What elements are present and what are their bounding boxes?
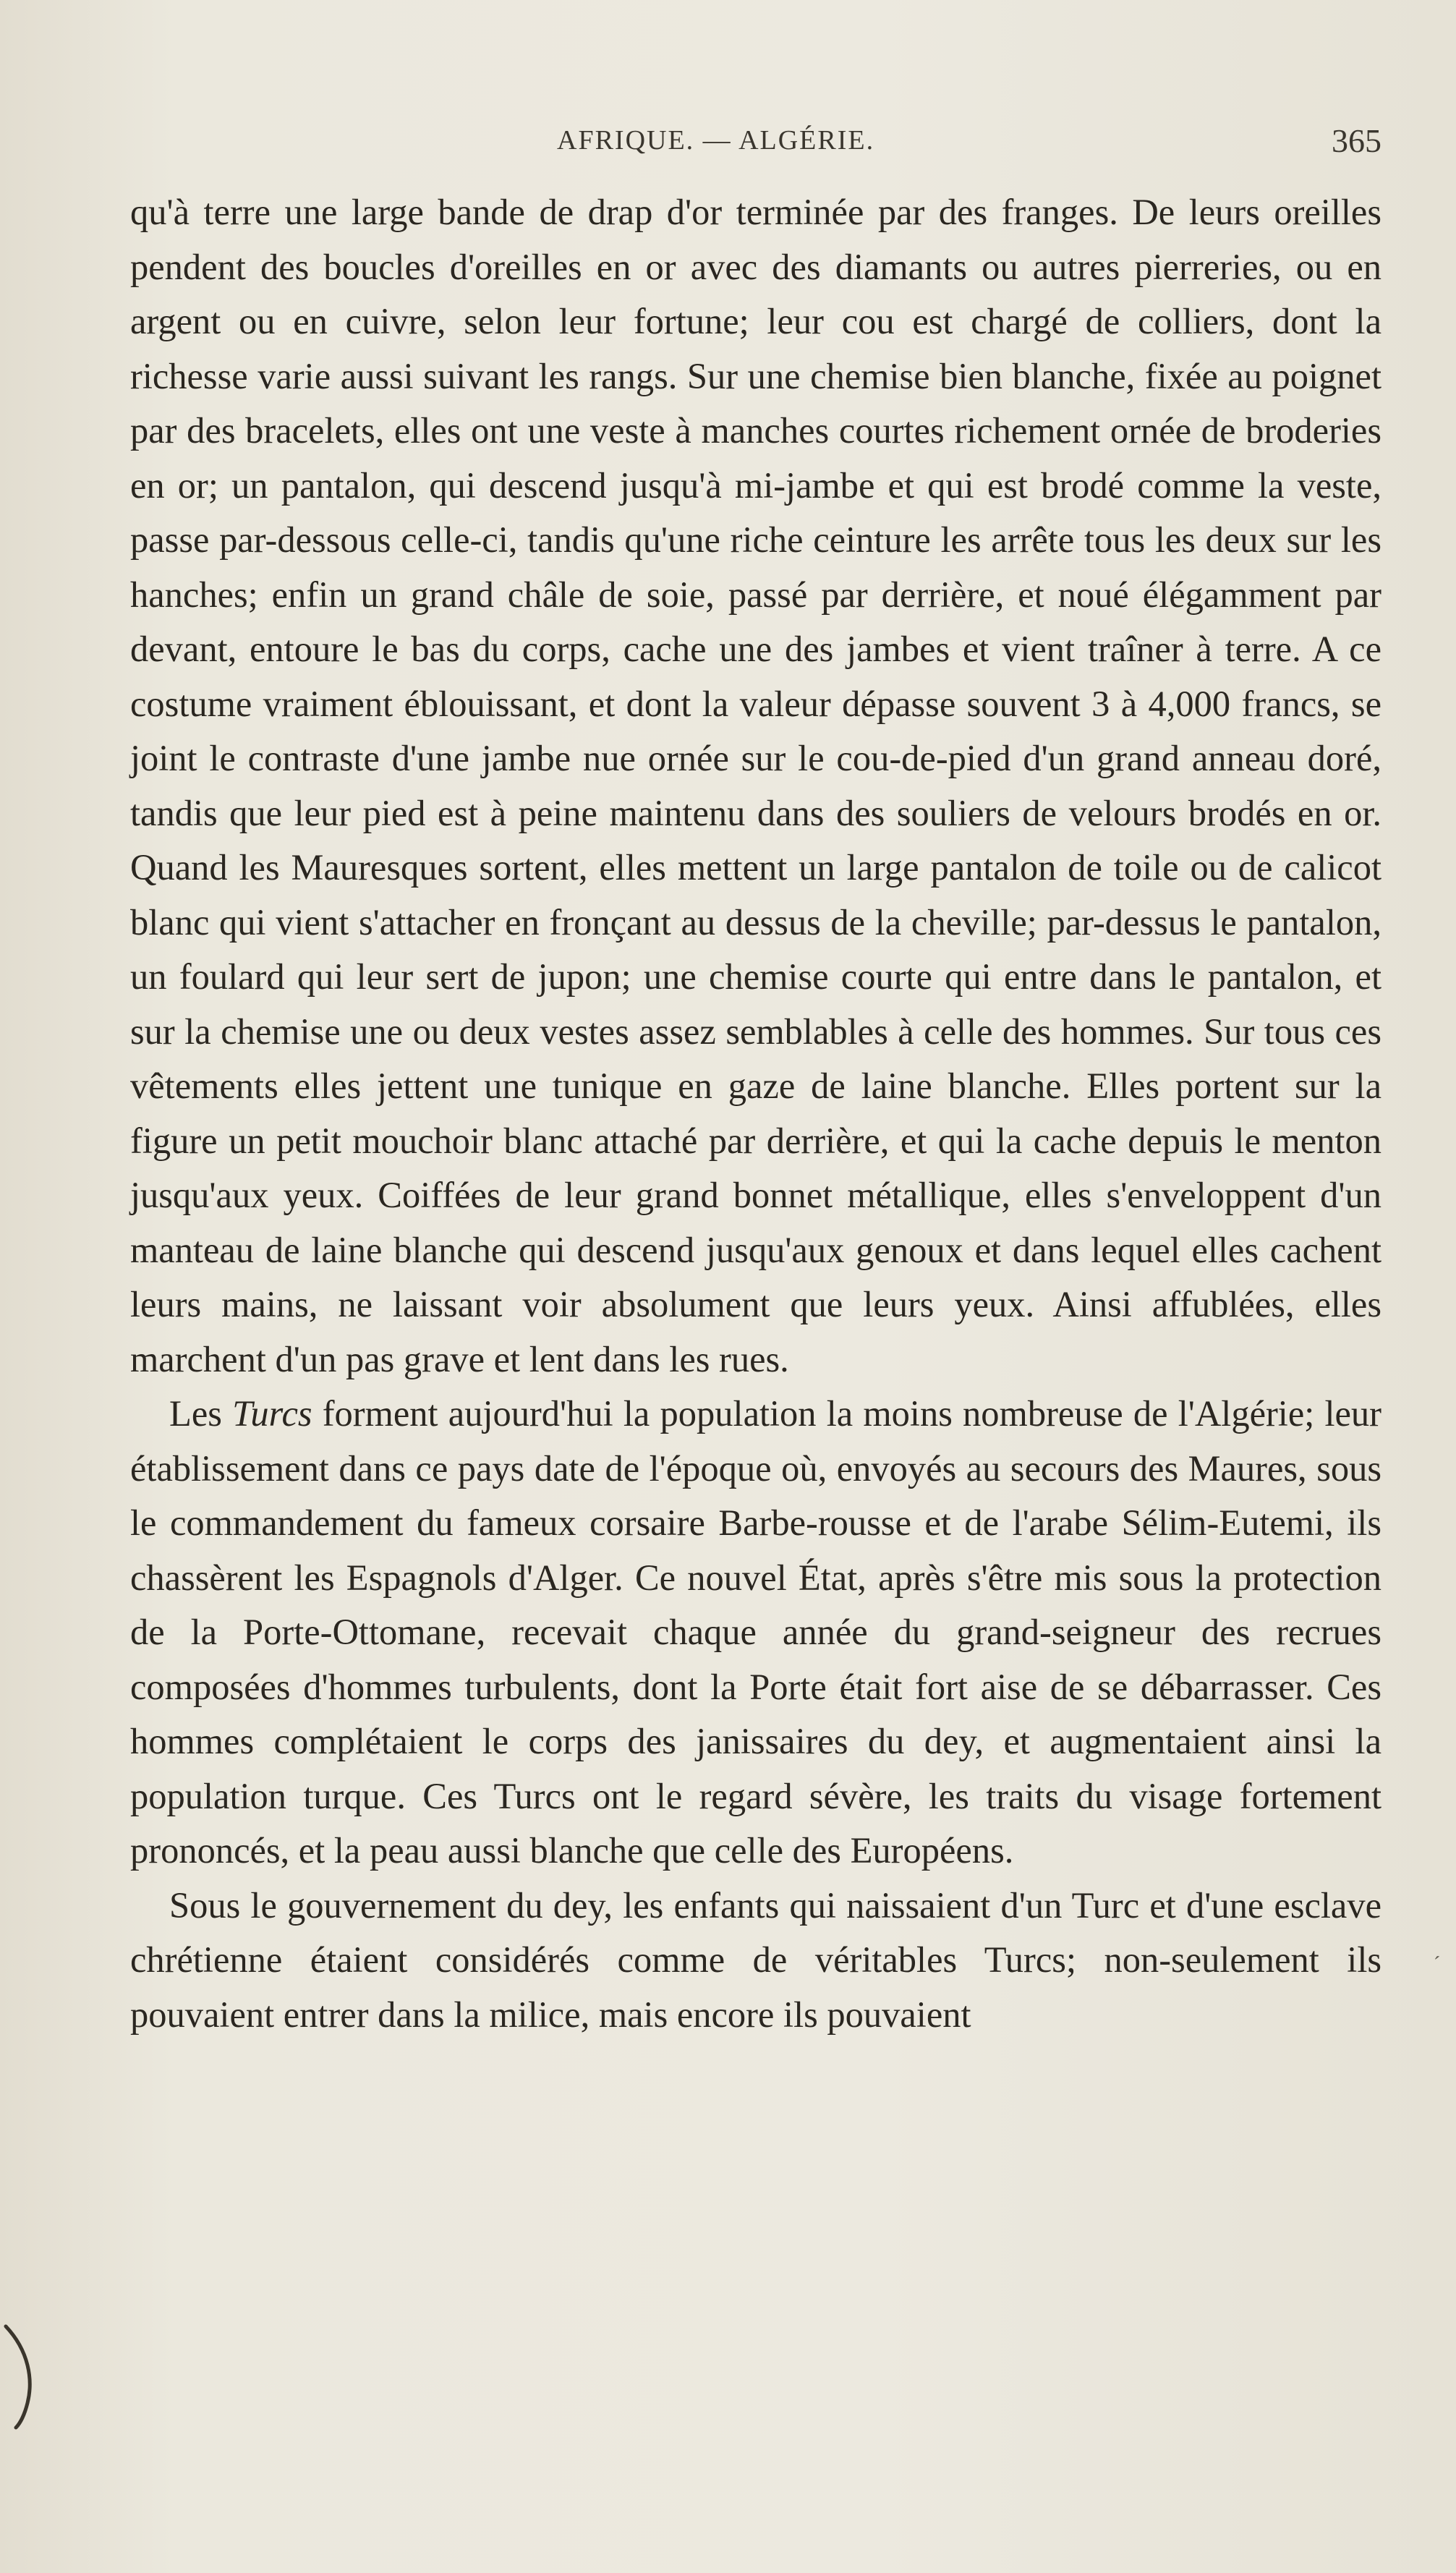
running-title: AFRIQUE. — ALGÉRIE. [557,125,875,156]
paragraph-2 [130,1387,1382,1879]
page-number: 365 [1332,122,1382,159]
body-text [130,185,1382,2042]
paragraph-2-lead: Les [169,1393,233,1434]
paragraph-2-rest: forment aujourd'hui la population la moins nombreuse de l'Algérie; leur établissement dans ce pays date de l'époque où, envoyés au secours des Maures, sous le commandement du fameux corsaire Barbe-rousse et de l'arabe Sélim-Eutemi, ils chassèrent les Espagnols d'Alger. Ce nouvel État, après s'être mis sous la protection de la Porte-Ottomane, recevait chaque année du grand-seigneur des recrues composées d'hommes turbulents, dont la Porte était fort aise de se débarrasser. Ces hommes complétaient le corps des janissaires du dey, et augmentaient ainsi la population turque. Ces Turcs ont le regard sévère, les traits du visage fortement prononcés, et la peau aussi blanche que celle des Européens. [130,1393,1382,1871]
paragraph-1: qu'à terre une large bande de drap d'or terminée par des franges. De leurs oreilles pendent des boucles d'oreilles en or avec des diamants ou autres pierreries, ou en argent ou en cuivre, selon leur fortune; leur cou est chargé de colliers, dont la richesse varie aussi suivant les rangs. Sur une chemise bien blanche, fixée au poignet par des bracelets, elles ont une veste à manches courtes richement ornée de broderies en or; un pantalon, qui descend jusqu'à mi-jambe et qui est brodé comme la veste, passe par-dessous celle-ci, tandis qu'une riche ceinture les arrête tous les deux sur les hanches; enfin un grand châle de soie, passé par derrière, et noué élégamment par devant, entoure le bas du corps, cache une des jambes et vient traîner à terre. A ce costume vraiment éblouissant, et dont la valeur dépasse souvent 3 à 4,000 francs, se joint le contraste d'une jambe nue ornée sur le cou-de-pied d'un grand anneau doré, tandis que leur pied est à peine maintenu dans des souliers de velours brodés en or. Quand les Mauresques sortent, elles mettent un large pantalon de toile ou de calicot blanc qui vient s'attacher en fronçant au dessus de la cheville; par-dessus le pantalon, un foulard qui leur sert de jupon; une chemise courte qui entre dans le pantalon, et sur la chemise une ou deux vestes assez semblables à celle des hommes. Sur tous ces vêtements elles jettent une tunique en gaze de laine blanche. Elles portent sur la figure un petit mouchoir blanc attaché par derrière, et qui la cache depuis le menton jusqu'aux yeux. Coiffées de leur grand bonnet métallique, elles s'enveloppent d'un manteau de laine blanche qui descend jusqu'aux genoux et dans lequel elles cachent leurs mains, ne laissant voir absolument que leurs yeux. Ainsi affublées, elles marchent d'un pas grave et lent dans les rues. [130,192,1382,1379]
paragraph-2-italic-term: Turcs [232,1393,312,1434]
margin-bracket-icon [0,2322,51,2430]
paragraph-3: Sous le gouvernement du dey, les enfants qui naissaient d'un Turc et d'une esclave chrétienne étaient considérés comme de véritables Turcs; non-seulement ils pouvaient entrer dans la milice, mais encore ils pouvaient [130,1884,1382,2035]
margin-mark: ´ [1434,1953,1441,1976]
running-header [130,122,1382,165]
